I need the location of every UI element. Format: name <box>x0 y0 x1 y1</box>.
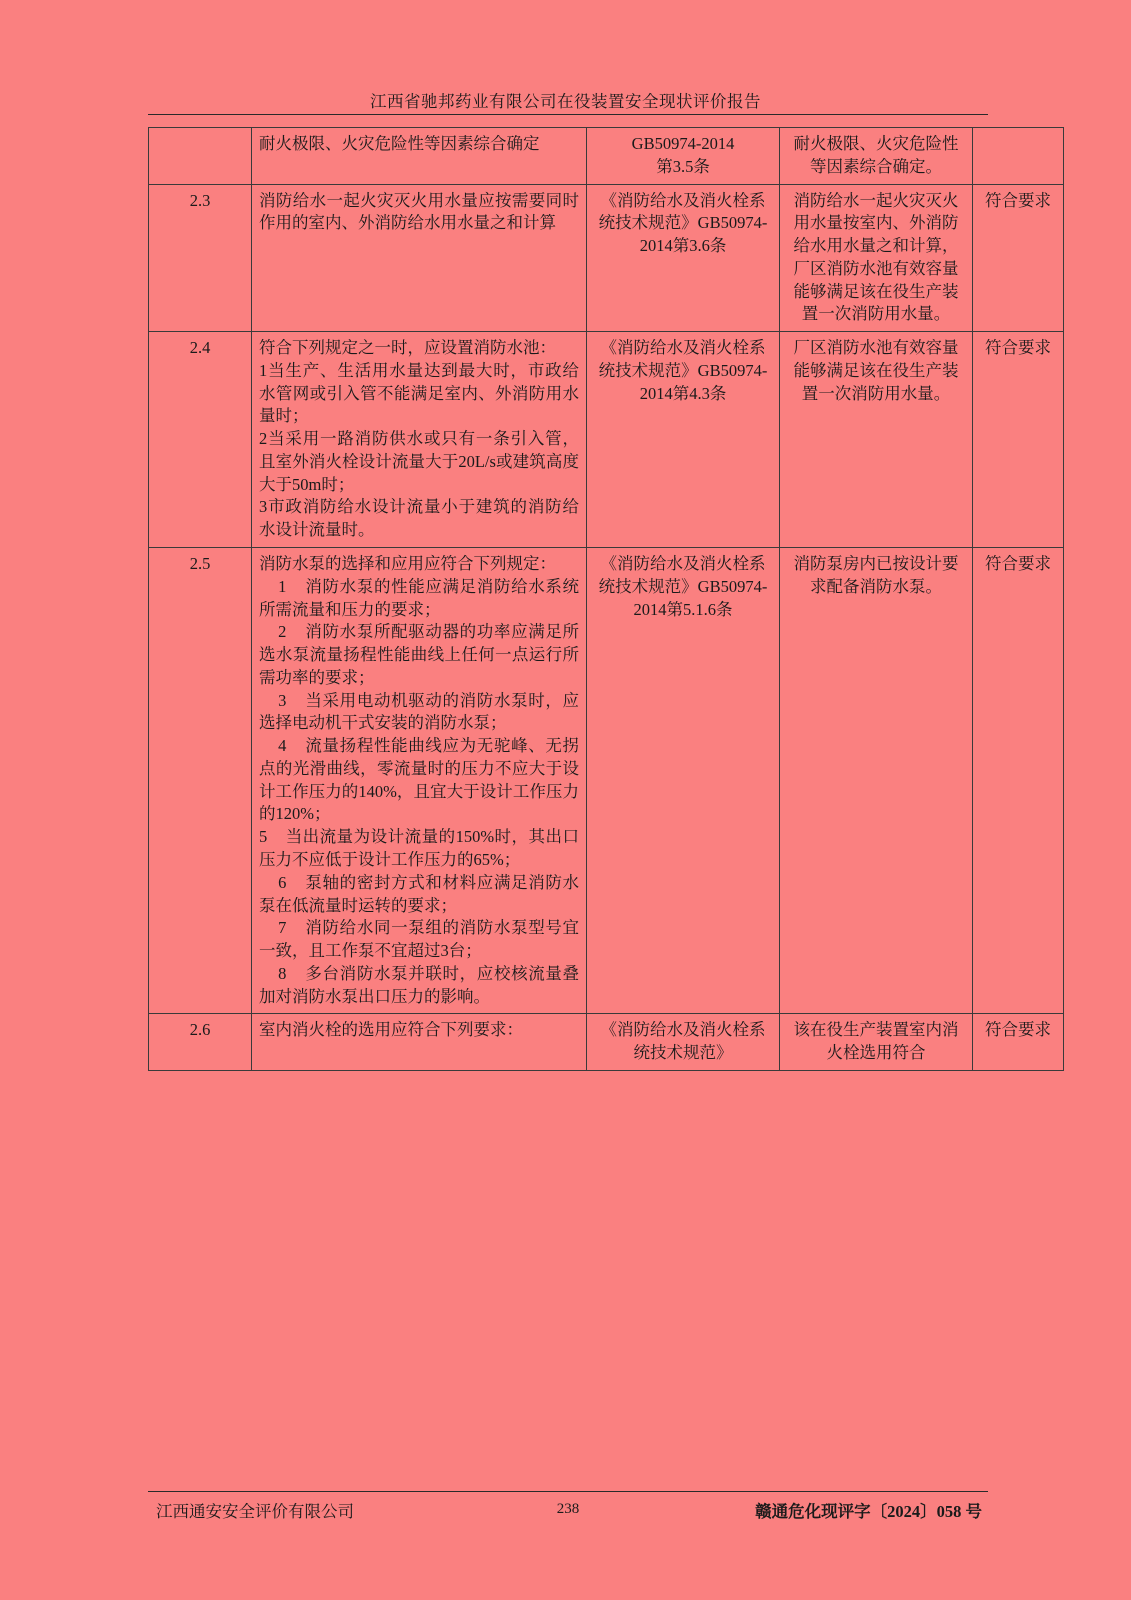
row-standard: 《消防给水及消火栓系统技术规范》 <box>587 1014 780 1071</box>
table-row <box>149 1014 1064 1071</box>
compliance-table-wrapper <box>148 127 1051 1071</box>
row-requirement: 室内消火栓的选用应符合下列要求： <box>252 1014 587 1071</box>
row-standard: 《消防给水及消火栓系统技术规范》GB50974-2014第5.1.6条 <box>587 548 780 1014</box>
row-requirement: 消防水泵的选择和应用应符合下列规定： 1 消防水泵的性能应满足消防给水系统所需流量和压力的要求； 2 消防水泵所配驱动器的功率应满足所选水泵流量扬程性能曲线上任何一点运行所需功率的要求； 3 当采用电动机驱动的消防水泵时，应选择电动机干式安装的消防水泵； 4 流量扬程性能曲线应为无驼峰、无拐点的光滑曲线，零流量时的压力不应大于设计工作压力的140%，且宜大于设计工作压力的120%； 5 当出流量为设计流量的150%时，其出口压力不应低于设计工作压力的65%； 6 泵轴的密封方式和材料应满足消防水泵在低流量时运转的要求； 7 消防给水同一泵组的消防水泵型号宜一致，且工作泵不宜超过3台； 8 多台消防水泵并联时，应校核流量叠加对消防水泵出口压力的影响。 <box>252 548 587 1014</box>
row-index <box>149 128 252 185</box>
footer-company: 江西通安安全评价有限公司 <box>156 1502 354 1521</box>
row-requirement: 符合下列规定之一时，应设置消防水池： 1当生产、生活用水量达到最大时，市政给水管网或引入管不能满足室内、外消防用水量时； 2当采用一路消防供水或只有一条引入管，且室外消火栓设计流量大于20L/s或建筑高度大于50m时； 3市政消防给水设计流量小于建筑的消防给水设计流量时。 <box>252 332 587 548</box>
row-conclusion: 符合要求 <box>973 184 1064 332</box>
row-standard: 《消防给水及消火栓系统技术规范》GB50974-2014第4.3条 <box>587 332 780 548</box>
row-conclusion <box>973 128 1064 185</box>
page-footer <box>148 1498 988 1528</box>
row-index: 2.4 <box>149 332 252 548</box>
row-standard: 《消防给水及消火栓系统技术规范》GB50974-2014第3.6条 <box>587 184 780 332</box>
row-index: 2.3 <box>149 184 252 332</box>
row-result: 消防泵房内已按设计要求配备消防水泵。 <box>780 548 973 1014</box>
compliance-table <box>148 127 1064 1071</box>
footer-divider <box>148 1491 988 1492</box>
row-standard: GB50974-2014 第3.5条 <box>587 128 780 185</box>
table-row <box>149 548 1064 1014</box>
row-conclusion: 符合要求 <box>973 332 1064 548</box>
table-row <box>149 184 1064 332</box>
compliance-table-body <box>149 128 1064 1071</box>
footer-doc-number: 赣通危化现评字〔2024〕058 号 <box>755 1502 982 1521</box>
row-index: 2.6 <box>149 1014 252 1071</box>
footer-page-number: 238 <box>556 1501 580 1517</box>
row-conclusion: 符合要求 <box>973 548 1064 1014</box>
table-row <box>149 332 1064 548</box>
row-result: 消防给水一起火灾灭火用水量按室内、外消防给水用水量之和计算，厂区消防水池有效容量能够满足该在役生产装置一次消防用水量。 <box>780 184 973 332</box>
table-row <box>149 128 1064 185</box>
row-requirement: 消防给水一起火灾灭火用水量应按需要同时作用的室内、外消防给水用水量之和计算 <box>252 184 587 332</box>
row-result: 该在役生产装置室内消火栓选用符合 <box>780 1014 973 1071</box>
row-index: 2.5 <box>149 548 252 1014</box>
row-result: 厂区消防水池有效容量能够满足该在役生产装置一次消防用水量。 <box>780 332 973 548</box>
row-requirement: 耐火极限、火灾危险性等因素综合确定 <box>252 128 587 185</box>
page-header-title: 江西省驰邦药业有限公司在役装置安全现状评价报告 <box>370 92 761 111</box>
header-divider <box>148 114 988 115</box>
row-result: 耐火极限、火灾危险性等因素综合确定。 <box>780 128 973 185</box>
row-conclusion: 符合要求 <box>973 1014 1064 1071</box>
